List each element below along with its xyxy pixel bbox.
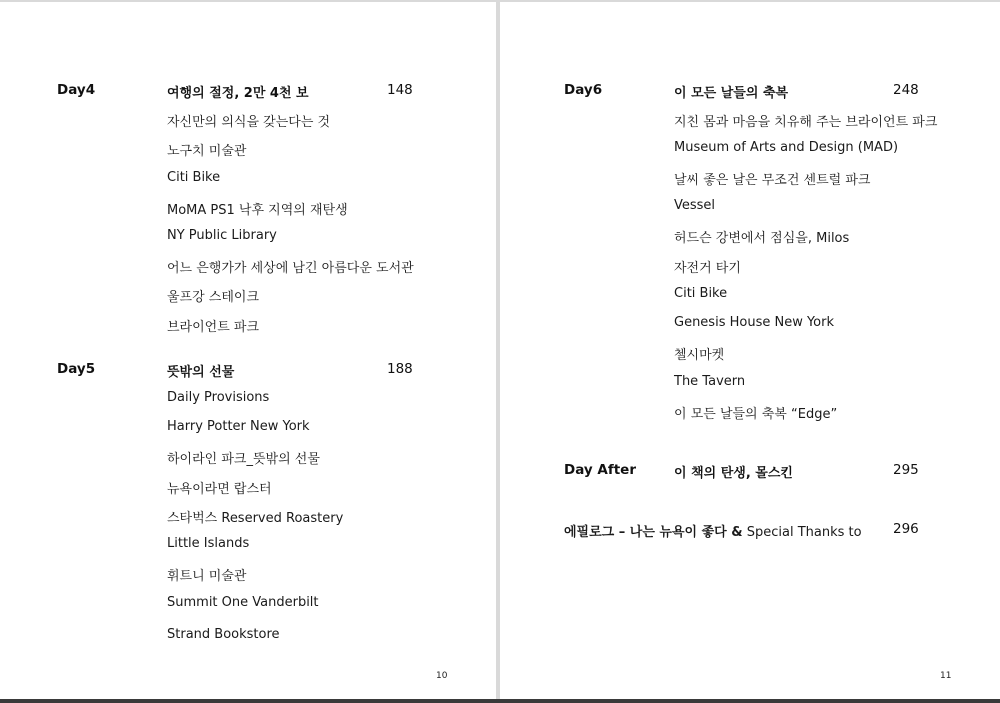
chapter-title: 이 책의 탄생, 몰스킨	[674, 466, 793, 481]
right-page	[500, 2, 1000, 699]
bottom-edge-bar	[0, 699, 1000, 703]
chapter-page-ref: 148	[387, 82, 413, 98]
toc-item: Daily Provisions	[167, 390, 270, 405]
toc-item: 뉴욕이라면 랍스터	[167, 482, 272, 497]
toc-item: 첼시마켓	[674, 348, 725, 363]
toc-item: Citi Bike	[674, 286, 728, 301]
toc-item: 지친 몸과 마음을 치유해 주는 브라이언트 파크	[674, 115, 938, 130]
day-label: Day After	[564, 462, 636, 478]
chapter-page-ref: 248	[893, 82, 919, 98]
chapter-page-ref: 188	[387, 361, 413, 377]
toc-item: Citi Bike	[167, 170, 221, 185]
day-label: Day5	[57, 361, 96, 377]
toc-item: Vessel	[674, 198, 716, 213]
toc-item: Genesis House New York	[674, 315, 834, 330]
toc-item: 자신만의 의식을 갖는다는 것	[167, 115, 331, 130]
day-label: Day4	[57, 82, 96, 98]
toc-item: 이 모든 날들의 축복 “Edge”	[674, 407, 838, 422]
chapter-page-ref: 295	[893, 462, 919, 478]
toc-item: 날씨 좋은 날은 무조건 센트럴 파크	[674, 173, 871, 188]
toc-item: 스타벅스 Reserved Roastery	[167, 511, 344, 526]
toc-item: MoMA PS1 낙후 지역의 재탄생	[167, 203, 348, 218]
chapter-title: 여행의 절정, 2만 4천 보	[167, 86, 309, 101]
toc-item: Summit One Vanderbilt	[167, 595, 319, 610]
epilogue-title-bold: 에필로그 – 나는 뉴욕이 좋다 &	[564, 525, 743, 540]
page-number: 11	[940, 671, 952, 681]
toc-item: 울프강 스테이크	[167, 290, 260, 305]
toc-item: 자전거 타기	[674, 261, 741, 276]
toc-item: NY Public Library	[167, 228, 277, 243]
toc-item: 어느 은행가가 세상에 남긴 아름다운 도서관	[167, 261, 414, 276]
toc-item: Museum of Arts and Design (MAD)	[674, 140, 899, 155]
toc-item: Strand Bookstore	[167, 627, 280, 642]
toc-item: Little Islands	[167, 536, 250, 551]
chapter-title: 이 모든 날들의 축복	[674, 86, 789, 101]
epilogue-title-regular: Special Thanks to	[742, 525, 862, 540]
chapter-title: 뜻밖의 선물	[167, 365, 235, 380]
day-label: Day6	[564, 82, 603, 98]
left-page	[0, 2, 496, 699]
page-number: 10	[436, 671, 448, 681]
toc-item: 노구치 미술관	[167, 144, 247, 159]
toc-item: The Tavern	[674, 374, 746, 389]
toc-item: Harry Potter New York	[167, 419, 310, 434]
toc-item: 허드슨 강변에서 점심을, Milos	[674, 231, 850, 246]
epilogue-title	[564, 521, 862, 540]
chapter-page-ref: 296	[893, 521, 919, 537]
toc-item: 브라이언트 파크	[167, 320, 260, 335]
toc-item: 하이라인 파크_뜻밖의 선물	[167, 452, 320, 467]
toc-item: 휘트니 미술관	[167, 569, 247, 584]
